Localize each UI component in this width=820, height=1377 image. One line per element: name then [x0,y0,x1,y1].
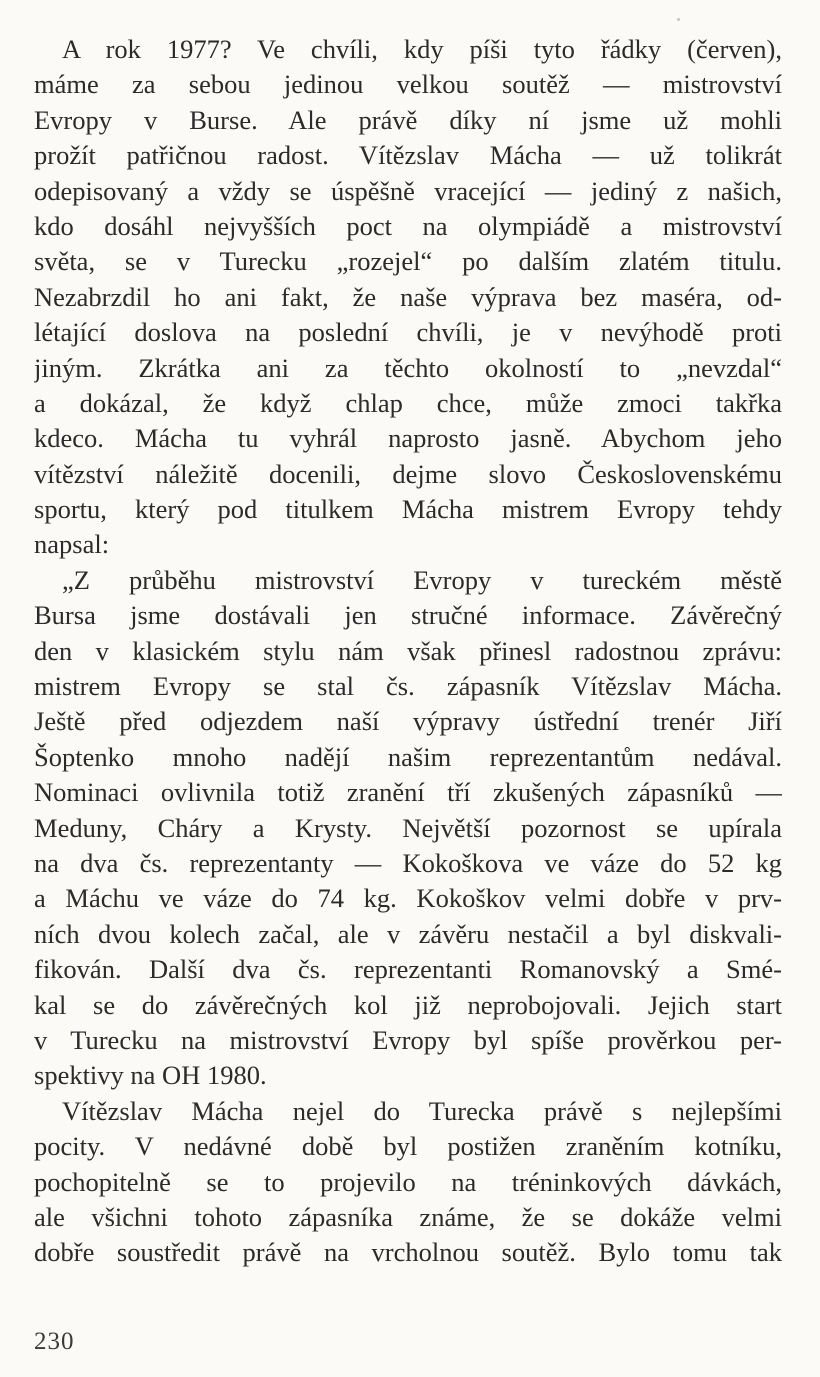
text-line: den v klasickém stylu nám však přinesl radostnou zprávu: [34,635,782,666]
text-line: Evropy v Burse. Ale právě díky ní jsme už mohli [34,104,782,135]
text-line: máme za sebou jedinou velkou soutěž — mistrovství [34,69,782,100]
text-line: světa, se v Turecku „rozejel“ po dalším zlatém titulu. [34,246,782,277]
text-line: Šoptenko mnoho nadějí našim reprezentantům nedával. [34,741,782,772]
text-line: prožít patřičnou radost. Vítězslav Mácha — už tolikrát [34,140,782,171]
text-line: ních dvou kolech začal, ale v závěru nestačil a byl diskvali- [34,918,782,949]
text-line: odepisovaný a vždy se úspěšně vracející — jediný z našich, [34,175,782,206]
text-line: Vítězslav Mácha nejel do Turecka právě s nejlepšími [62,1095,782,1126]
text-line: A rok 1977? Ve chvíli, kdy píši tyto řádky (červen), [62,34,782,64]
text-line: „Z průběhu mistrovství Evropy v tureckém městě [62,564,782,595]
text-line: v Turecku na mistrovství Evropy byl spíše prověrkou per- [34,1024,782,1055]
text-line: kdeco. Mácha tu vyhrál naprosto jasně. Abychom jeho [34,423,782,454]
text-line: kal se do závěrečných kol již neprobojovali. Jejich start [34,989,782,1020]
text-line: Meduny, Cháry a Krysty. Největší pozornost se upírala [34,812,782,843]
text-line: spektivy na OH 1980. [34,1060,267,1091]
text-line: sportu, který pod titulkem Mácha mistrem Evropy tehdy [34,494,782,525]
text-line: vítězství náležitě docenili, dejme slovo Československému [34,458,782,489]
text-line: a Máchu ve váze do 74 kg. Kokoškov velmi dobře v prv- [34,883,782,914]
text-line: Ještě před odjezdem naší výpravy ústřední trenér Jiří [34,706,782,737]
paper-speck [677,18,680,21]
text-line: na dva čs. reprezentanty — Kokoškova ve váze do 52 kg [34,847,782,878]
text-line: pochopitelně se to projevilo na tréninkových dávkách, [34,1166,782,1197]
text-line: kdo dosáhl nejvyšších poct na olympiádě a mistrovství [34,210,782,241]
text-line: pocity. V nedávné době byl postižen zraněním kotníku, [34,1131,782,1162]
text-line: létající doslova na poslední chvíli, je v nevýhodě proti [34,317,782,348]
text-line: jiným. Zkrátka ani za těchto okolností to „nevzdal“ [34,352,782,383]
text-line: Bursa jsme dostávali jen stručné informace. Závěrečný [34,600,782,631]
text-line: a dokázal, že když chlap chce, může zmoci takřka [34,387,782,418]
text-line: napsal: [34,529,110,560]
text-line: mistrem Evropy se stal čs. zápasník Vítězslav Mácha. [34,671,782,702]
text-line: ale všichni tohoto zápasníka známe, že se dokáže velmi [34,1201,782,1232]
text-line: fikován. Další dva čs. reprezentanti Romanovský a Smé- [34,954,782,985]
page-number: 230 [34,1328,75,1355]
text-line: Nezabrzdil ho ani fakt, že naše výprava bez maséra, od- [34,281,782,312]
text-line: Nominaci ovlivnila totiž zranění tří zkušených zápasníků — [34,777,782,808]
text-line: dobře soustředit právě na vrcholnou soutěž. Bylo tomu tak [34,1237,782,1268]
book-page-text [34,32,782,1271]
